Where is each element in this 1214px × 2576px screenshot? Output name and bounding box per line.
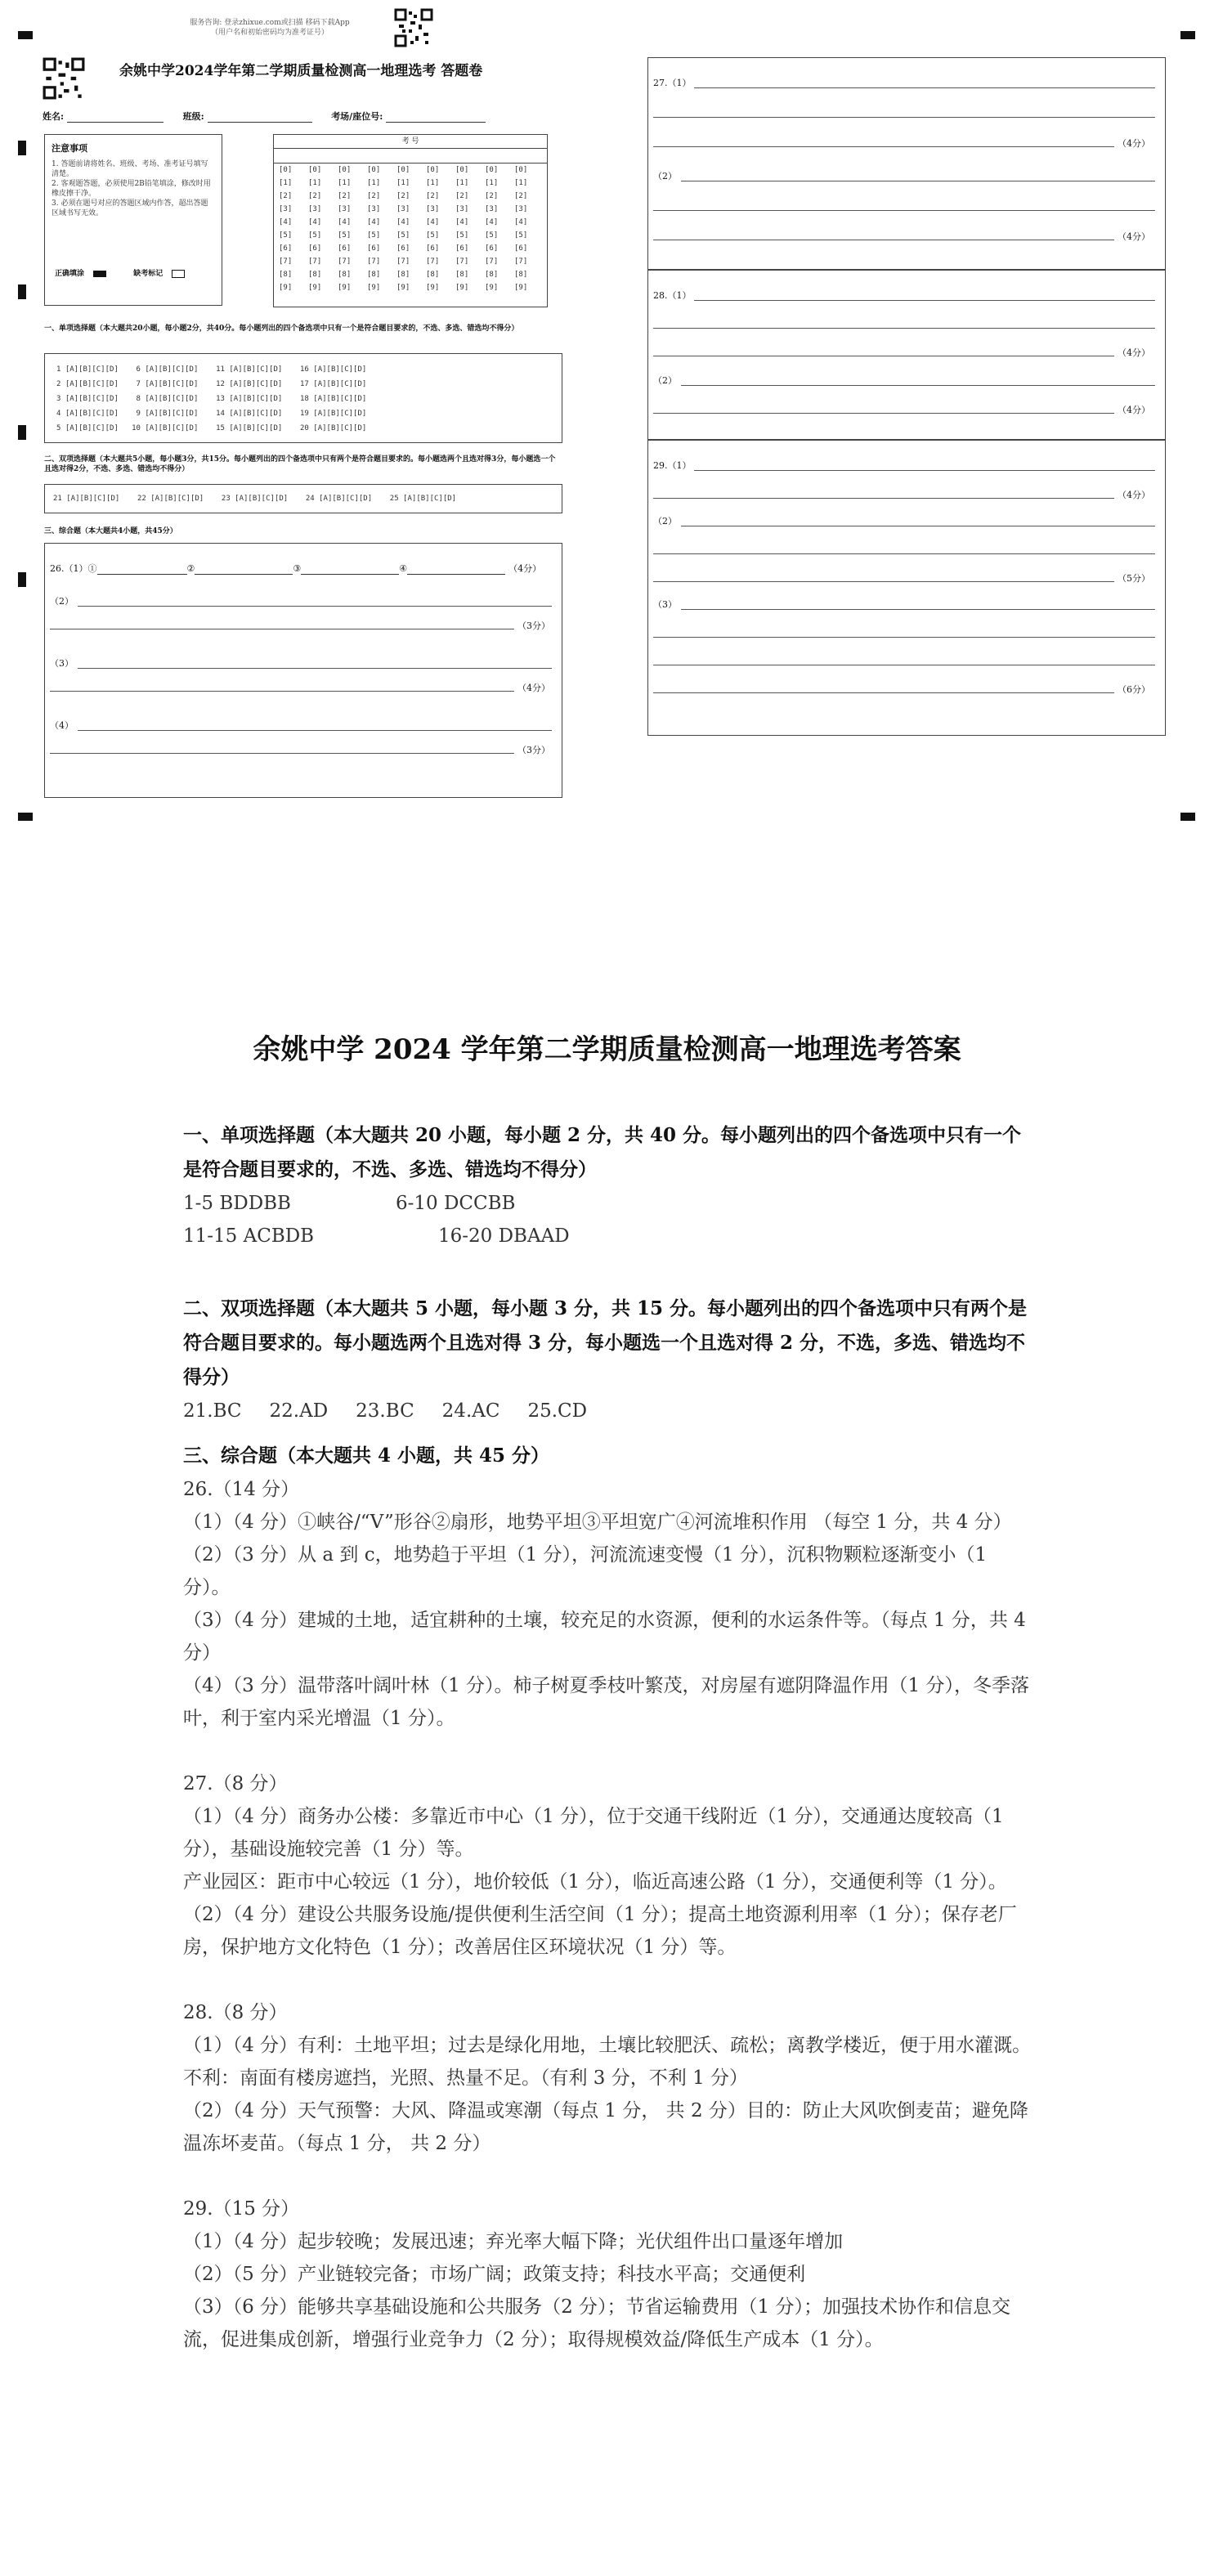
exam-digit-bubble[interactable]: [2] <box>338 192 352 200</box>
missing-mark-checkbox[interactable] <box>172 270 185 278</box>
q29-sub3-label: （3） <box>653 599 677 610</box>
exam-digit-bubble[interactable]: [2] <box>308 192 322 200</box>
registration-mark-top-right <box>1180 31 1195 39</box>
exam-digit-bubble[interactable]: [3] <box>485 205 499 213</box>
exam-digit-bubble[interactable]: [9] <box>279 284 293 292</box>
answer-line-text: （2）（5 分）产业链较完备；市场广阔；政策支持；科技水平高；交通便利 <box>183 2264 806 2285</box>
answer-21: 21.BC <box>183 1400 242 1422</box>
q26-score-1: （4分） <box>508 563 542 574</box>
answer-line[interactable] <box>653 637 1155 638</box>
note-item: 3. 必须在题号对应的答题区域内作答，超出答题区域书写无效。 <box>52 199 208 217</box>
exam-digit-bubble[interactable]: [2] <box>279 192 293 200</box>
q28-answer <box>183 1996 1033 2160</box>
answer-line[interactable] <box>78 730 552 731</box>
exam-digit-bubble[interactable]: [6] <box>455 244 469 253</box>
qr-code-top <box>394 8 433 47</box>
exam-digit-bubble[interactable]: [0] <box>455 166 469 174</box>
missing-mark-label: 缺考标记 <box>133 270 164 278</box>
exam-digit-bubble[interactable]: [9] <box>367 284 381 292</box>
q26-mark-2: ② <box>186 563 195 574</box>
exam-digit-bubble[interactable]: [3] <box>338 205 352 213</box>
answer-key-title: 余姚中学 2024 学年第二学期质量检测高一地理选考答案 <box>253 1033 961 1066</box>
answer-line-text: 28.（8 分） <box>183 2002 288 2023</box>
q29-label: 29.（1） <box>653 460 692 471</box>
exam-digit-bubble[interactable]: [0] <box>367 166 381 174</box>
exam-digit-bubble[interactable]: [7] <box>279 258 293 266</box>
answer-line[interactable] <box>681 609 1155 610</box>
answer-line-text: （4）（3 分）温带落叶阔叶林（1 分）。柿子树夏季枝叶繁茂，对房屋有遮阴降温作用（1 分），冬季落叶，利于室内采光增温（1 分）。 <box>183 1675 1029 1729</box>
answer-line[interactable] <box>653 146 1114 147</box>
q27-answer <box>183 1767 1033 1964</box>
choice-row[interactable]: 3 [A][B][C][D] 8 [A][B][C][D] 13 [A][B][C][D] 18 [A][B][C][D] <box>56 395 367 403</box>
answer-23: 23.BC <box>356 1400 414 1422</box>
section2-title: 二、双项选择题（本大题共5小题，每小题3分，共15分。每小题列出的四个备选项中只有两个是符合题目要求的。每小题选两个且选对得3分，每小题选一个且选对得2分，不选、多选、错选均不得分） <box>44 455 556 473</box>
choice-row[interactable]: 1 [A][B][C][D] 6 [A][B][C][D] 11 [A][B][C][D] 16 [A][B][C][D] <box>56 365 367 374</box>
q26-mark-4: ④ <box>399 563 408 574</box>
service-notice <box>164 18 376 38</box>
exam-digit-bubble[interactable]: [3] <box>308 205 322 213</box>
exam-digit-bubble[interactable]: [7] <box>485 258 499 266</box>
exam-digit-bubble[interactable]: [8] <box>367 271 381 279</box>
section2-heading: 二、双项选择题（本大题共 5 小题，每小题 3 分，共 15 分。每小题列出的四个备选项中只有两个是符合题目要求的。每小题选两个且选对得 3 分，每小题选一个且选对得 2 分，不选，多选、错选均不得分） <box>183 1297 1028 1388</box>
note-item: 1. 答题前请将姓名、班级、考场、准考证号填写清楚。 <box>52 160 208 178</box>
exam-digit-bubble[interactable]: [8] <box>426 271 440 279</box>
answer-line-text: （1）（4 分）商务办公楼：多靠近市中心（1 分），位于交通干线附近（1 分），交通通达度较高（1 分），基础设施较完善（1 分）等。 <box>183 1806 1004 1860</box>
exam-digit-bubble[interactable]: [2] <box>455 192 469 200</box>
exam-digit-bubble[interactable]: [9] <box>426 284 440 292</box>
section1-answers-row2 <box>183 1220 1033 1252</box>
q29-score-3: （6分） <box>1118 684 1150 695</box>
registration-mark-top-left <box>18 31 33 39</box>
exam-digit-bubble[interactable]: [0] <box>485 166 499 174</box>
q26-blank-4[interactable] <box>407 574 505 575</box>
exam-digit-bubble[interactable]: [1] <box>279 179 293 187</box>
exam-number-grid <box>273 134 548 307</box>
note-item: 2. 客观题答题，必须使用2B铅笔填涂，修改时用橡皮擦干净。 <box>52 180 211 198</box>
answer-line-text: 27.（8 分） <box>183 1773 288 1794</box>
exam-digit-bubble[interactable]: [6] <box>338 244 352 253</box>
answer-line[interactable] <box>653 328 1155 329</box>
q26-sub4-label: （4） <box>50 720 74 731</box>
exam-digit-bubble[interactable]: [3] <box>514 205 528 213</box>
exam-digit-bubble[interactable]: [1] <box>485 179 499 187</box>
exam-digit-bubble[interactable]: [8] <box>514 271 528 279</box>
q26-sub3-label: （3） <box>50 658 74 669</box>
exam-digit-bubble[interactable]: [7] <box>426 258 440 266</box>
answer-line[interactable] <box>694 300 1155 301</box>
timing-mark-1 <box>18 141 26 155</box>
exam-digit-bubble[interactable]: [2] <box>485 192 499 200</box>
exam-digit-bubble[interactable]: [4] <box>367 218 381 226</box>
exam-digit-bubble[interactable]: [4] <box>308 218 322 226</box>
exam-digit-bubble[interactable]: [3] <box>279 205 293 213</box>
answer-key-section3 <box>183 1439 1033 2356</box>
section3-heading: 三、综合题（本大题共 4 小题，共 45 分） <box>183 1445 550 1467</box>
q27-answer-box <box>647 57 1166 270</box>
student-info-row <box>43 110 486 123</box>
section1-answers-row1 <box>183 1187 1033 1220</box>
exam-digit-bubble[interactable]: [4] <box>396 218 410 226</box>
notes-list <box>52 159 215 218</box>
exam-digit-bubble[interactable]: [5] <box>279 231 293 240</box>
exam-digit-bubble[interactable]: [7] <box>367 258 381 266</box>
notes-title: 注意事项 <box>52 143 87 154</box>
section3-title: 三、综合题（本大题共4小题，共45分） <box>44 527 177 535</box>
section1-title: 一、单项选择题（本大题共20小题，每小题2分，共40分。每小题列出的四个备选项中只有一个是符合题目要求的，不选、多选、错选均不得分） <box>44 325 519 333</box>
exam-digit-bubble[interactable]: [7] <box>514 258 528 266</box>
exam-number-label: 考 号 <box>401 137 419 146</box>
q26-mark-3: ③ <box>293 563 302 574</box>
class-label: 班级: <box>182 111 204 122</box>
q26-blank-1[interactable] <box>97 574 187 575</box>
exam-number-write-divider <box>274 163 547 164</box>
exam-digit-bubble[interactable]: [8] <box>485 271 499 279</box>
exam-digit-bubble[interactable]: [5] <box>426 231 440 240</box>
room-label: 考场/座位号: <box>331 111 383 122</box>
name-label: 姓名: <box>43 111 65 122</box>
q26-blank-2[interactable] <box>195 574 293 575</box>
q26-sub2-label: （2） <box>50 596 74 607</box>
exam-digit-bubble[interactable]: [6] <box>485 244 499 253</box>
exam-digit-bubble[interactable]: [3] <box>455 205 469 213</box>
answer-line[interactable] <box>694 470 1155 471</box>
class-field[interactable] <box>208 122 312 123</box>
registration-mark-bottom-left <box>18 813 33 821</box>
answer-line-text: 26.（14 分） <box>183 1479 300 1500</box>
q29-score-2: （5分） <box>1118 573 1150 584</box>
answer-line[interactable] <box>653 413 1114 414</box>
exam-digit-bubble[interactable]: [1] <box>338 179 352 187</box>
answers-11-15: 11-15 ACBDB <box>183 1225 315 1247</box>
exam-digit-bubble[interactable]: [6] <box>426 244 440 253</box>
exam-digit-bubble[interactable]: [5] <box>308 231 322 240</box>
exam-digit-bubble[interactable]: [3] <box>426 205 440 213</box>
answer-line-text: （2）（4 分）建设公共服务设施/提供便利生活空间（1 分）；提高土地资源利用率（1 分）；保存老厂房，保护地方文化特色（1 分）；改善居住区环境状况（1 分）等。 <box>183 1904 1017 1958</box>
q27-score-2: （4分） <box>1118 231 1150 242</box>
exam-digit-bubble[interactable]: [2] <box>367 192 381 200</box>
exam-digit-bubble[interactable]: [4] <box>455 218 469 226</box>
exam-digit-bubble[interactable]: [5] <box>396 231 410 240</box>
registration-mark-bottom-right <box>1180 813 1195 821</box>
q28-label: 28.（1） <box>653 290 692 301</box>
q26-blank-3[interactable] <box>301 574 399 575</box>
answer-line[interactable] <box>653 498 1114 499</box>
exam-digit-bubble[interactable]: [1] <box>514 179 528 187</box>
q26-score-2: （3分） <box>517 620 550 631</box>
answer-25: 25.CD <box>527 1400 588 1422</box>
answer-line[interactable] <box>653 692 1114 693</box>
exam-digit-bubble[interactable]: [2] <box>426 192 440 200</box>
exam-digit-bubble[interactable]: [4] <box>338 218 352 226</box>
answer-line[interactable] <box>50 753 514 754</box>
answer-line[interactable] <box>694 87 1155 88</box>
timing-mark-4 <box>18 572 26 587</box>
exam-digit-bubble[interactable]: [7] <box>308 258 322 266</box>
exam-digit-bubble[interactable]: [8] <box>396 271 410 279</box>
exam-digit-bubble[interactable]: [0] <box>426 166 440 174</box>
answer-line-text: （2）（4 分）天气预警：大风、降温或寒潮（每点 1 分， 共 2 分）目的：防止大风吹倒麦苗；避免降温冻坏麦苗。（每点 1 分， 共 2 分） <box>183 2100 1028 2154</box>
q28-score-2: （4分） <box>1118 405 1150 415</box>
section1-heading: 一、单项选择题（本大题共 20 小题，每小题 2 分，共 40 分。每小题列出的四个备选项中只有一个是符合题目要求的，不选、多选、错选均不得分） <box>183 1124 1022 1180</box>
exam-digit-bubble[interactable]: [7] <box>338 258 352 266</box>
exam-digit-bubble[interactable]: [9] <box>338 284 352 292</box>
exam-digit-bubble[interactable]: [7] <box>455 258 469 266</box>
q26-score-3: （4分） <box>517 683 550 693</box>
q28-sub2-label: （2） <box>653 375 677 386</box>
exam-digit-bubble[interactable]: [6] <box>514 244 528 253</box>
exam-digit-bubble[interactable]: [2] <box>514 192 528 200</box>
q27-label: 27.（1） <box>653 78 692 88</box>
exam-digit-bubble[interactable]: [4] <box>279 218 293 226</box>
choice-row[interactable]: 2 [A][B][C][D] 7 [A][B][C][D] 12 [A][B][C][D] 17 [A][B][C][D] <box>56 380 367 388</box>
answer-line[interactable] <box>653 553 1155 554</box>
answers-1-5: 1-5 BDDBB <box>183 1193 291 1214</box>
exam-number-header-divider <box>274 148 547 149</box>
choice-row[interactable]: 5 [A][B][C][D] 10 [A][B][C][D] 15 [A][B][C][D] 20 [A][B][C][D] <box>56 424 367 432</box>
q29-sub2-label: （2） <box>653 516 677 526</box>
answer-line-text: （2）（3 分）从 a 到 c，地势趋于平坦（1 分），河流流速变慢（1 分），沉积物颗粒逐渐变小（1 分）。 <box>183 1544 988 1598</box>
q29-answer-box <box>647 440 1166 736</box>
exam-digit-bubble[interactable]: [9] <box>308 284 322 292</box>
exam-digit-bubble[interactable]: [9] <box>396 284 410 292</box>
answer-22: 22.AD <box>269 1400 329 1422</box>
exam-digit-bubble[interactable]: [8] <box>338 271 352 279</box>
section1-box <box>44 353 562 443</box>
q26-label: 26.（1）① <box>50 563 97 574</box>
room-field[interactable] <box>386 122 486 123</box>
answer-line-text: （3）（6 分）能够共享基础设施和公共服务（2 分）；节省运输费用（1 分）；加强技术协作和信息交流，促进集成创新，增强行业竞争力（2 分）；取得规模效益/降低生产成本（1 分）。 <box>183 2296 1010 2350</box>
qr-code-sheet <box>43 57 85 100</box>
timing-mark-3 <box>18 425 26 440</box>
exam-digit-bubble[interactable]: [3] <box>396 205 410 213</box>
q26-line1 <box>50 562 541 575</box>
service-notice-line2: （用户名和初始密码均为准考证号） <box>210 29 329 37</box>
exam-digit-bubble[interactable]: [0] <box>279 166 293 174</box>
exam-digit-bubble[interactable]: [7] <box>396 258 410 266</box>
exam-digit-bubble[interactable]: [8] <box>308 271 322 279</box>
correct-fill-label: 正确填涂 <box>55 270 85 278</box>
answer-line-text: （1）（4 分）起步较晚；发展迅速；弃光率大幅下降；光伏组件出口量逐年增加 <box>183 2231 844 2252</box>
exam-digit-bubble[interactable]: [9] <box>514 284 528 292</box>
exam-digit-bubble[interactable]: [0] <box>514 166 528 174</box>
answers-16-20: 16-20 DBAAD <box>438 1225 570 1247</box>
answer-key-section2 <box>183 1292 1033 1427</box>
exam-digit-bubble[interactable]: [1] <box>455 179 469 187</box>
notes-box <box>44 134 222 306</box>
exam-digit-bubble[interactable]: [0] <box>396 166 410 174</box>
answer-line-text: （1）（4 分）有利：土地平坦；过去是绿化用地，土壤比较肥沃、疏松；离教学楼近，便于用水灌溉。不利：南面有楼房遮挡，光照、热量不足。（有利 3 分，不利 1 分） <box>183 2035 1032 2089</box>
q28-score-1: （4分） <box>1118 347 1150 358</box>
exam-digit-bubble[interactable]: [5] <box>338 231 352 240</box>
q27-sub2-label: （2） <box>653 171 677 181</box>
exam-digit-bubble[interactable]: [8] <box>455 271 469 279</box>
exam-digit-bubble[interactable]: [0] <box>338 166 352 174</box>
correct-fill-swatch <box>93 271 106 277</box>
exam-digit-bubble[interactable]: [5] <box>514 231 528 240</box>
choice-row[interactable]: 21 [A][B][C][D] 22 [A][B][C][D] 23 [A][B][C][D] 24 [A][B][C][D] 25 [A][B][C][D] <box>53 495 457 503</box>
exam-digit-bubble[interactable]: [4] <box>514 218 528 226</box>
exam-digit-bubble[interactable]: [6] <box>308 244 322 253</box>
answer-line[interactable] <box>681 385 1155 386</box>
answers-6-10: 6-10 DCCBB <box>396 1193 516 1214</box>
exam-digit-bubble[interactable]: [3] <box>367 205 381 213</box>
section2-box <box>44 484 562 513</box>
exam-digit-bubble[interactable]: [8] <box>279 271 293 279</box>
exam-digit-bubble[interactable]: [4] <box>485 218 499 226</box>
q29-answer <box>183 2193 1033 2356</box>
sheet-title: 余姚中学2024学年第二学期质量检测高一地理选考 答题卷 <box>119 63 483 79</box>
exam-digit-bubble[interactable]: [6] <box>367 244 381 253</box>
choice-row[interactable]: 4 [A][B][C][D] 9 [A][B][C][D] 14 [A][B][C][D] 19 [A][B][C][D] <box>56 410 367 418</box>
q26-score-4: （3分） <box>517 745 550 755</box>
exam-digit-bubble[interactable]: [5] <box>455 231 469 240</box>
name-field[interactable] <box>67 122 164 123</box>
fill-legend <box>55 269 185 279</box>
q26-answer <box>183 1473 1033 1735</box>
answer-line[interactable] <box>653 117 1155 118</box>
answer-key-section1 <box>183 1118 1033 1252</box>
exam-digit-bubble[interactable]: [5] <box>367 231 381 240</box>
answer-24: 24.AC <box>441 1400 500 1422</box>
answer-line-text: 产业园区：距市中心较远（1 分），地价较低（1 分），临近高速公路（1 分），交通便利等（1 分）。 <box>183 1871 1007 1893</box>
section2-answers <box>183 1395 1033 1427</box>
exam-digit-bubble[interactable]: [6] <box>396 244 410 253</box>
answer-line-text: 29.（15 分） <box>183 2198 300 2220</box>
exam-digit-bubble[interactable]: [5] <box>485 231 499 240</box>
exam-digit-bubble[interactable]: [4] <box>426 218 440 226</box>
exam-digit-bubble[interactable]: [2] <box>396 192 410 200</box>
answer-line[interactable] <box>653 581 1114 582</box>
exam-digit-bubble[interactable]: [1] <box>396 179 410 187</box>
exam-digit-bubble[interactable]: [1] <box>367 179 381 187</box>
q28-answer-box <box>647 270 1166 440</box>
q27-score-1: （4分） <box>1118 138 1150 149</box>
exam-digit-bubble[interactable]: [1] <box>308 179 322 187</box>
answer-line[interactable] <box>78 668 552 669</box>
answer-line-text: （1）（4 分）①峡谷/“V”形谷②扇形，地势平坦③平坦宽广④河流堆积作用 （每空 1 分，共 4 分） <box>183 1512 1012 1533</box>
service-notice-line1: 服务咨询: 登录zhixue.com或扫描 移码下载App <box>190 19 350 27</box>
q29-score-1: （4分） <box>1118 490 1150 500</box>
answer-line-text: （3）（4 分）建城的土地，适宜耕种的土壤，较充足的水资源，便利的水运条件等。（每点 1 分，共 4 分） <box>183 1610 1026 1664</box>
exam-digit-bubble[interactable]: [6] <box>279 244 293 253</box>
answer-line[interactable] <box>50 691 514 692</box>
answer-line[interactable] <box>653 210 1155 211</box>
exam-digit-bubble[interactable]: [1] <box>426 179 440 187</box>
q26-answer-box <box>44 543 562 798</box>
exam-digit-bubble[interactable]: [9] <box>485 284 499 292</box>
exam-digit-bubble[interactable]: [0] <box>308 166 322 174</box>
answer-line[interactable] <box>78 606 552 607</box>
timing-mark-2 <box>18 284 26 299</box>
exam-digit-bubble[interactable]: [9] <box>455 284 469 292</box>
